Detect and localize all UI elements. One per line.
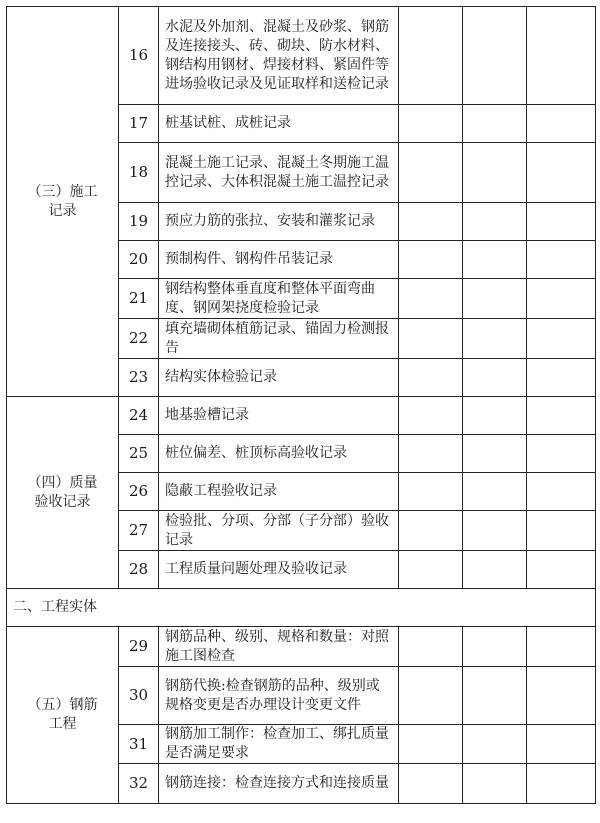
table-row	[7, 627, 596, 667]
item-number: 27	[119, 511, 159, 551]
item-description: 钢筋连接：检查连接方式和连接质量	[159, 764, 399, 804]
remark-cell	[527, 279, 596, 319]
check-cell	[463, 473, 527, 511]
check-cell	[399, 105, 463, 143]
item-number: 31	[119, 725, 159, 764]
remark-cell	[527, 435, 596, 473]
check-cell	[463, 667, 527, 725]
check-cell	[399, 359, 463, 397]
item-description: 钢结构整体垂直度和整体平面弯曲度、钢网架挠度检验记录	[159, 279, 399, 319]
remark-cell	[527, 7, 596, 105]
check-cell	[463, 143, 527, 203]
remark-cell	[527, 105, 596, 143]
check-cell	[463, 359, 527, 397]
item-number: 30	[119, 667, 159, 725]
inspection-table	[6, 6, 596, 804]
item-number: 28	[119, 551, 159, 589]
item-number: 16	[119, 7, 159, 105]
item-description: 隐蔽工程验收记录	[159, 473, 399, 511]
item-description: 钢筋品种、级别、规格和数量：对照施工图检查	[159, 627, 399, 667]
item-description: 填充墙砌体植筋记录、锚固力检测报告	[159, 319, 399, 359]
remark-cell	[527, 473, 596, 511]
item-number: 24	[119, 397, 159, 435]
item-description: 检验批、分项、分部（子分部）验收记录	[159, 511, 399, 551]
check-cell	[463, 203, 527, 241]
item-description: 水泥及外加剂、混凝土及砂浆、钢筋及连接接头、砖、砌块、防水材料、钢结构用钢材、焊接材料、紧固件等进场验收记录及见证取样和送检记录	[159, 7, 399, 105]
item-description: 结构实体检验记录	[159, 359, 399, 397]
remark-cell	[527, 241, 596, 279]
remark-cell	[527, 143, 596, 203]
check-cell	[463, 551, 527, 589]
check-cell	[399, 764, 463, 804]
item-description: 桩基试桩、成桩记录	[159, 105, 399, 143]
check-cell	[399, 667, 463, 725]
check-cell	[399, 7, 463, 105]
check-cell	[399, 473, 463, 511]
check-cell	[399, 551, 463, 589]
item-number: 18	[119, 143, 159, 203]
item-description: 钢筋代换:检查钢筋的品种、级别或规格变更是否办理设计变更文件	[159, 667, 399, 725]
item-number: 29	[119, 627, 159, 667]
check-cell	[463, 241, 527, 279]
item-number: 17	[119, 105, 159, 143]
remark-cell	[527, 511, 596, 551]
check-cell	[399, 241, 463, 279]
remark-cell	[527, 359, 596, 397]
check-cell	[463, 764, 527, 804]
item-number: 23	[119, 359, 159, 397]
check-cell	[463, 105, 527, 143]
item-number: 26	[119, 473, 159, 511]
check-cell	[399, 511, 463, 551]
check-cell	[399, 279, 463, 319]
section-heading: 二、工程实体	[7, 589, 596, 627]
item-number: 21	[119, 279, 159, 319]
table-row	[7, 7, 596, 105]
item-description: 工程质量问题处理及验收记录	[159, 551, 399, 589]
check-cell	[463, 435, 527, 473]
remark-cell	[527, 764, 596, 804]
check-cell	[463, 7, 527, 105]
item-description: 桩位偏差、桩顶标高验收记录	[159, 435, 399, 473]
remark-cell	[527, 667, 596, 725]
remark-cell	[527, 397, 596, 435]
section-row	[7, 589, 596, 627]
item-description: 混凝土施工记录、混凝土冬期施工温控记录、大体积混凝土施工温控记录	[159, 143, 399, 203]
check-cell	[463, 725, 527, 764]
check-cell	[463, 279, 527, 319]
category-cell: （四）质量验收记录	[7, 397, 119, 589]
check-cell	[399, 319, 463, 359]
table-body	[7, 7, 596, 804]
category-cell: （三）施工记录	[7, 7, 119, 397]
item-description: 预制构件、钢构件吊装记录	[159, 241, 399, 279]
check-cell	[399, 725, 463, 764]
item-description: 钢筋加工制作：检查加工、绑扎质量是否满足要求	[159, 725, 399, 764]
remark-cell	[527, 319, 596, 359]
check-cell	[463, 627, 527, 667]
remark-cell	[527, 725, 596, 764]
remark-cell	[527, 551, 596, 589]
check-cell	[399, 143, 463, 203]
check-cell	[463, 397, 527, 435]
check-cell	[399, 435, 463, 473]
check-cell	[399, 627, 463, 667]
item-number: 19	[119, 203, 159, 241]
remark-cell	[527, 203, 596, 241]
item-number: 20	[119, 241, 159, 279]
category-cell: （五）钢筋工程	[7, 627, 119, 804]
check-cell	[399, 203, 463, 241]
item-number: 25	[119, 435, 159, 473]
item-description: 地基验槽记录	[159, 397, 399, 435]
check-cell	[463, 511, 527, 551]
remark-cell	[527, 627, 596, 667]
table-row	[7, 397, 596, 435]
item-description: 预应力筋的张拉、安装和灌浆记录	[159, 203, 399, 241]
check-cell	[463, 319, 527, 359]
item-number: 22	[119, 319, 159, 359]
check-cell	[399, 397, 463, 435]
item-number: 32	[119, 764, 159, 804]
